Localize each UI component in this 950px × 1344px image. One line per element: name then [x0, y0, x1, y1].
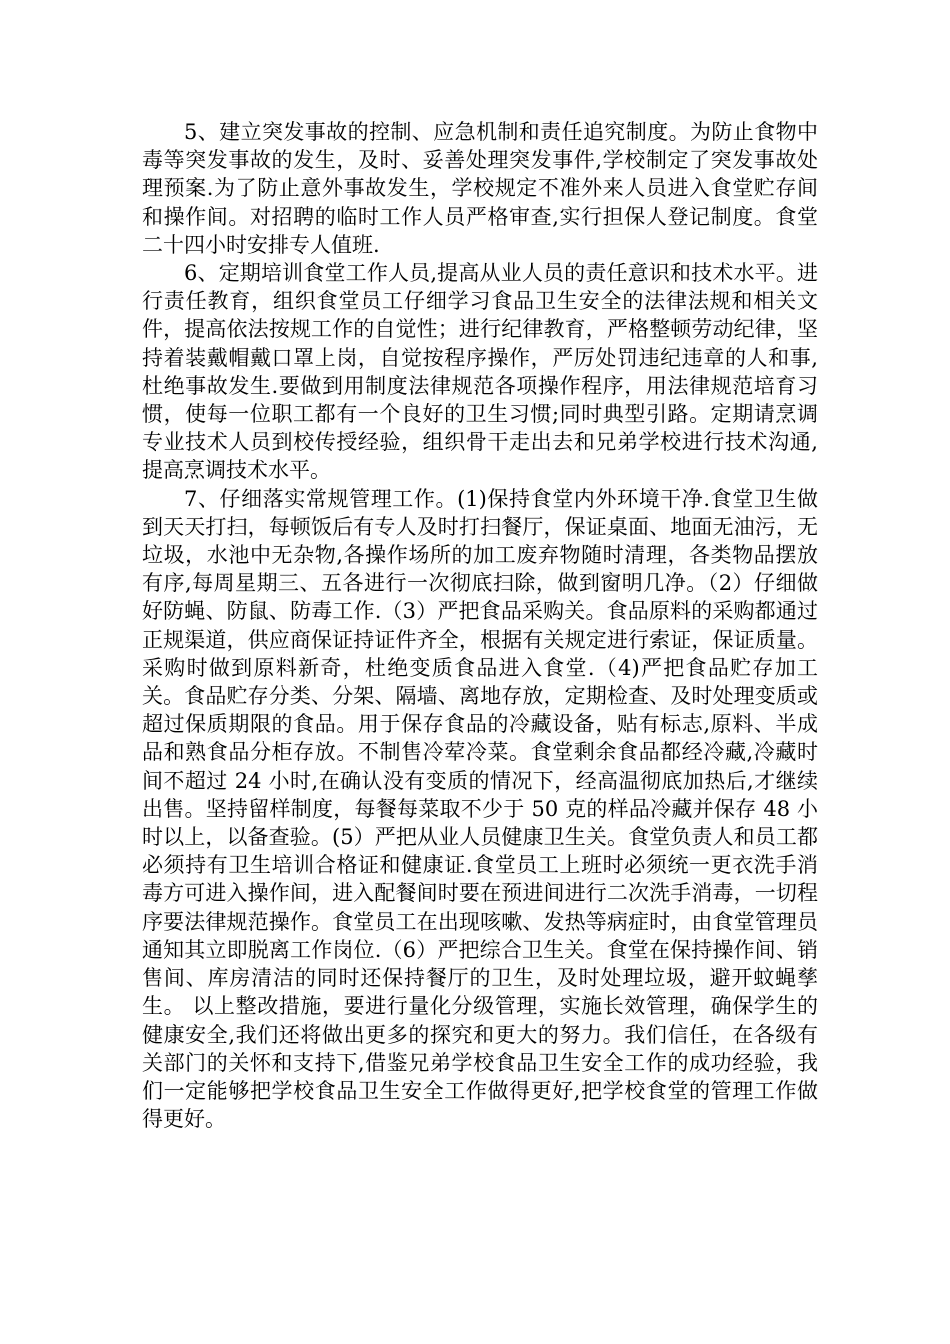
- paragraph-6-staff-training: 6、定期培训食堂工作人员,提高从业人员的责任意识和技术水平。进行责任教育，组织食堂员工仔细学习食品卫生安全的法律法规和相关文件，提高依法按规工作的自觉性；进行纪律教育，严格整顿劳动纪律，坚持着装戴帽戴口罩上岗，自觉按程序操作，严厉处罚违纪违章的人和事,杜绝事故发生.要做到用制度法律规范各项操作程序，用法律规范培育习惯，使每一位职工都有一个良好的卫生习惯;同时典型引路。定期请烹调专业技术人员到校传授经验，组织骨干走出去和兄弟学校进行技术沟通,提高烹调技术水平。: [142, 261, 818, 483]
- document-body: [142, 118, 818, 1133]
- paragraph-5-emergency-mechanism: 5、建立突发事故的控制、应急机制和责任追究制度。为防止食物中毒等突发事故的发生，及时、妥善处理突发事件,学校制定了突发事故处理预案.为了防止意外事故发生，学校规定不准外来人员进入食堂贮存间和操作间。对招聘的临时工作人员严格审查,实行担保人登记制度。食堂二十四小时安排专人值班.: [142, 120, 818, 257]
- paragraph-7-routine-management: 7、仔细落实常规管理工作。(1)保持食堂内外环境干净.食堂卫生做到天天打扫，每顿饭后有专人及时打扫餐厅，保证桌面、地面无油污，无垃圾，水池中无杂物,各操作场所的加工废弃物随时清理，各类物品摆放有序,每周星期三、五各进行一次彻底扫除，做到窗明几净。（2）仔细做好防蝇、防鼠、防毒工作.（3）严把食品采购关。食品原料的采购都通过正规渠道，供应商保证持证件齐全，根据有关规定进行索证，保证质量。采购时做到原料新奇，杜绝变质食品进入食堂.（4)严把食品贮存加工关。食品贮存分类、分架、隔墙、离地存放，定期检查、及时处理变质或超过保质期限的食品。用于保存食品的冷藏设备，贴有标志,原料、半成品和熟食品分柜存放。不制售冷荤冷菜。食堂剩余食品都经冷藏,冷藏时间不超过 24 小时,在确认没有变质的情况下，经高温彻底加热后,才继续出售。坚持留样制度，每餐每菜取不少于 50 克的样品冷藏并保存 48 小时以上，以备查验。(5）严把从业人员健康卫生关。食堂负责人和员工都必须持有卫生培训合格证和健康证.食堂员工上班时必须统一更衣洗手消毒方可进入操作间，进入配餐间时要在预进间进行二次洗手消毒，一切程序要法律规范操作。食堂员工在出现咳嗽、发热等病症时，由食堂管理员通知其立即脱离工作岗位.（6）严把综合卫生关。食堂在保持操作间、销售间、库房清洁的同时还保持餐厅的卫生，及时处理垃圾，避开蚊蝇孳生。 以上整改措施，要进行量化分级管理，实施长效管理，确保学生的健康安全,我们还将做出更多的探究和更大的努力。我们信任，在各级有关部门的关怀和支持下,借鉴兄弟学校食品卫生安全工作的成功经验，我们一定能够把学校食品卫生安全工作做得更好,把学校食堂的管理工作做得更好。: [142, 486, 818, 1132]
